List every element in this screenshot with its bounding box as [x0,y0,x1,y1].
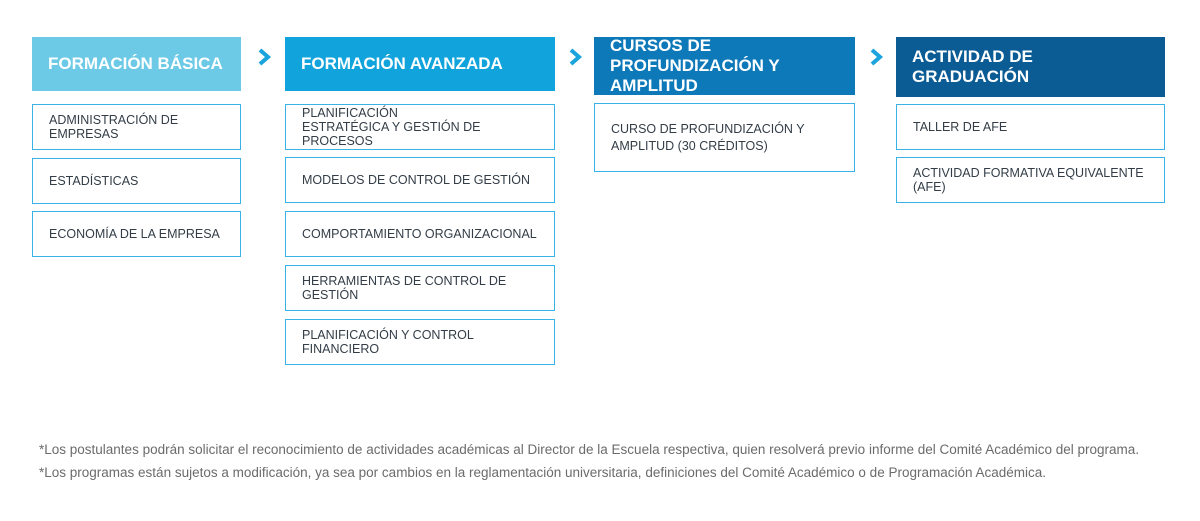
course-item: HERRAMIENTAS DE CONTROL DE GESTIÓN [285,265,555,311]
course-item: PLANIFICACIÓN Y CONTROL FINANCIERO [285,319,555,365]
course-item: ESTADÍSTICAS [32,158,241,204]
column-cursos-profundizacion [594,36,855,153]
course-item: TALLER DE AFE [896,104,1165,150]
column-header: CURSOS DE PROFUNDIZACIÓN Y AMPLITUD [594,37,855,95]
column-header: FORMACIÓN AVANZADA [285,37,555,91]
column-header: FORMACIÓN BÁSICA [32,37,241,91]
course-item: ECONOMÍA DE LA EMPRESA [32,211,241,257]
chevron-right-icon [867,47,887,67]
course-item: ADMINISTRACIÓN DE EMPRESAS [32,104,241,150]
chevron-right-icon [255,47,275,67]
course-item: ACTIVIDAD FORMATIVA EQUIVALENTE (AFE) [896,157,1165,203]
footnote: *Los programas están sujetos a modificación, ya sea por cambios en la reglamentación universitaria, definiciones del Comité Académico o de Programación Académica. [39,465,1047,480]
column-formacion-basica [32,37,241,241]
column-header: ACTIVIDAD DE GRADUACIÓN [896,37,1165,97]
footnote: *Los postulantes podrán solicitar el reconocimiento de actividades académicas al Director de la Escuela respectiva, quien resolverá previo informe del Comité Académico del programa. [39,442,1140,457]
course-item: MODELOS DE CONTROL DE GESTIÓN [285,157,555,203]
course-item: PLANIFICACIÓN ESTRATÉGICA Y GESTIÓN DE PROCESOS [285,104,555,150]
column-formacion-avanzada [285,37,555,356]
chevron-right-icon [566,47,586,67]
footnotes [39,438,1139,484]
course-item: COMPORTAMIENTO ORGANIZACIONAL [285,211,555,257]
column-actividad-graduacion [896,37,1165,194]
course-item: CURSO DE PROFUNDIZACIÓN Y AMPLITUD (30 CRÉDITOS) [594,103,855,172]
